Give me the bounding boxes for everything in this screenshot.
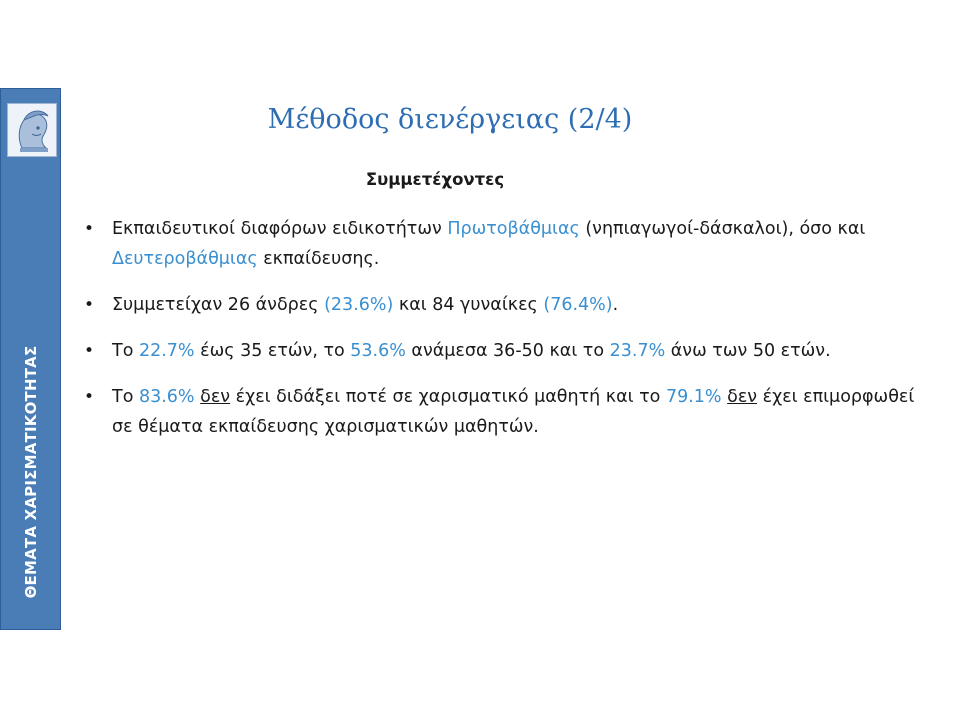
underlined-text: δεν [727,387,758,407]
bullet-item [84,290,934,320]
bullet-text: Το [112,341,139,361]
bullet-text: Το [112,387,139,407]
slide-title: Μέθοδος διενέργειας (2/4) [267,104,633,135]
bullet-item [84,382,934,442]
bullet-text: έχει επιμορφωθεί σε θέματα εκπαίδευσης χαρισματικών μαθητών. [112,387,915,437]
highlighted-text: 22.7% [138,341,195,361]
bullet-text: εκπαίδευσης. [257,249,380,269]
athena-head-logo-icon [7,103,57,157]
bullet-text: και 84 γυναίκες [393,295,544,315]
highlighted-text: Πρωτοβάθμιας [447,219,580,239]
highlighted-text: 23.7% [609,341,666,361]
bullet-text: Συμμετείχαν 26 άνδρες [112,295,325,315]
slide-subtitle: Συμμετέχοντες [365,170,505,189]
sidebar-vertical-label: ΘΕΜΑΤΑ ΧΑΡΙΣΜΑΤΙΚΟΤΗΤΑΣ [22,345,40,599]
bullet-text: Εκπαιδευτικοί διαφόρων ειδικοτήτων [112,219,448,239]
bullet-text: . [612,295,619,315]
bullet-list [84,214,934,458]
sidebar [0,88,61,630]
highlighted-text: 83.6% [138,387,195,407]
highlighted-text: Δευτεροβάθμιας [112,249,258,269]
bullet-text: ανάμεσα 36-50 και το [405,341,610,361]
bullet-text: (νηπιαγωγοί-δάσκαλοι), όσο και [579,219,866,239]
highlighted-text: 53.6% [350,341,406,361]
underlined-text: δεν [200,387,231,407]
highlighted-text: (76.4%) [543,295,613,315]
highlighted-text: 79.1% [665,387,722,407]
highlighted-text: (23.6%) [324,295,394,315]
bullet-text: έχει διδάξει ποτέ σε χαρισματικό μαθητή και το [230,387,666,407]
bullet-text: άνω των 50 ετών. [665,341,831,361]
bullet-item [84,336,934,366]
bullet-item [84,214,934,274]
bullet-text: έως 35 ετών, το [194,341,351,361]
